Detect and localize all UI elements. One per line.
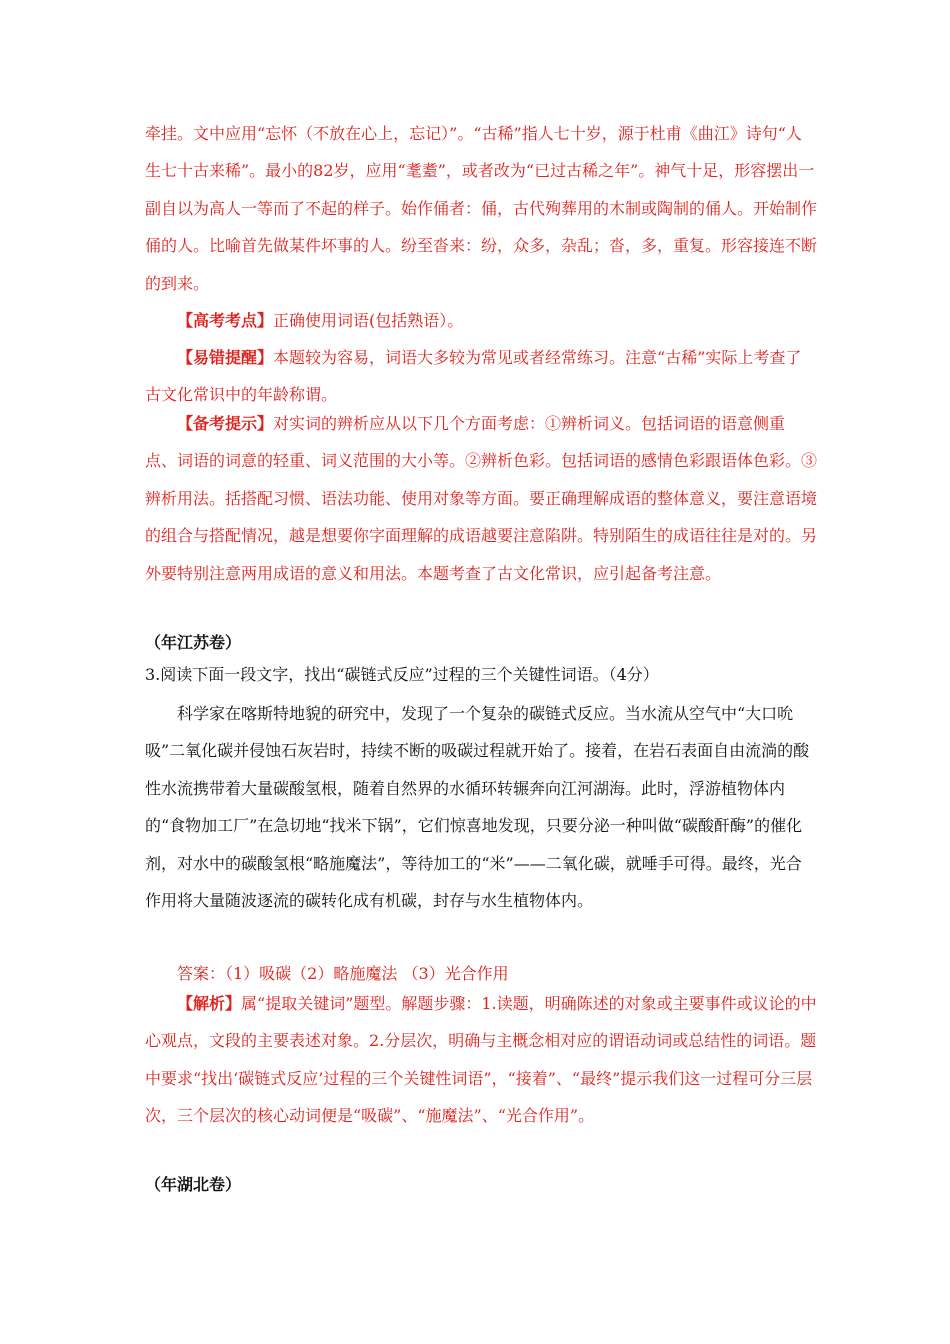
analysis-text: 属“提取关键词”题型。解题步骤：1.读题，明确陈述的对象或主要事件或议论的中心观点，文段的主要表述对象。2.分层次，明确与主概念相对应的谓语动词或总结性的词语。题中要求“找出‘碳链式反应’过程的三个关键性词语”，“接着”、“最终”提示我们这一过程可分三层次，三个层次的核心动词便是“吸碳”、“施魔法”、“光合作用”。 (145, 994, 817, 1126)
error-reminder-paragraph (145, 339, 817, 414)
reading-passage: 科学家在喀斯特地貌的研究中，发现了一个复杂的碳链式反应。当水流从空气中“大口吮吸”二氧化碳并侵蚀石灰岩时，持续不断的吸碳过程就开始了。接着，在岩石表面自由流淌的酸性水流携带着大量碳酸氢根，随着自然界的水循环转辗奔向江河湖海。此时，浮游植物体内的“食物加工厂”在急切地“找米下锅”，它们惊喜地发现，只要分泌一种叫做“碳酸酐酶”的催化剂，对水中的碳酸氢根“略施魔法”，等待加工的“米”——二氧化碳，就唾手可得。最终，光合作用将大量随波逐流的碳转化成有机碳，封存与水生植物体内。 (145, 704, 810, 911)
exam-point-paragraph (145, 302, 817, 339)
answer-text: 答案：（1）吸碳（2）略施魔法 （3）光合作用 (177, 964, 509, 983)
section-heading-jiangsu: （年江苏卷） (145, 633, 242, 652)
exam-point-text: 正确使用词语(包括熟语）。 (273, 311, 464, 330)
prep-tip-tag: 【备考提示】 (177, 414, 274, 433)
analysis-tag: 【解析】 (177, 994, 242, 1013)
prep-tip-text: 对实词的辨析应从以下几个方面考虑：①辨析词义。包括词语的语意侧重点、词语的词意的轻重、词义范围的大小等。②辨析色彩。包括词语的感情色彩跟语体色彩。③辨析用法。括搭配习惯、语法功能、使用对象等方面。要正确理解成语的整体意义，要注意语境的组合与搭配情况，越是想要你字面理解的成语越要注意陷阱。特别陌生的成语往往是对的。另外要特别注意两用成语的意义和用法。本题考查了古文化常识，应引起备考注意。 (145, 414, 818, 583)
section-heading-hubei: （年湖北卷） (145, 1175, 242, 1194)
analysis-paragraph (145, 985, 817, 1135)
error-reminder-tag: 【易错提醒】 (177, 348, 274, 367)
question-text: 3.阅读下面一段文字，找出“碳链式反应”过程的三个关键性词语。（4分） (145, 665, 659, 684)
prep-tip-paragraph (145, 405, 817, 592)
exam-point-tag: 【高考考点】 (177, 311, 274, 330)
error-reminder-text: 本题较为容易，词语大多较为常见或者经常练习。注意“古稀”实际上考查了古文化常识中的年龄称谓。 (145, 348, 802, 405)
continued-explanation: 牵挂。文中应用“忘怀（不放在心上，忘记）”。“古稀”指人七十岁，源于杜甫《曲江》诗句“人生七十古来稀”。最小的82岁，应用“耄耋”，或者改为“已过古稀之年”。神气十足，形容摆出一副自以为高人一等而了不起的样子。始作俑者：俑，古代殉葬用的木制或陶制的俑人。开始制作俑的人。比喻首先做某件坏事的人。纷至沓来：纷，众多，杂乱；沓，多，重复。形容接连不断的到来。 (145, 124, 818, 293)
